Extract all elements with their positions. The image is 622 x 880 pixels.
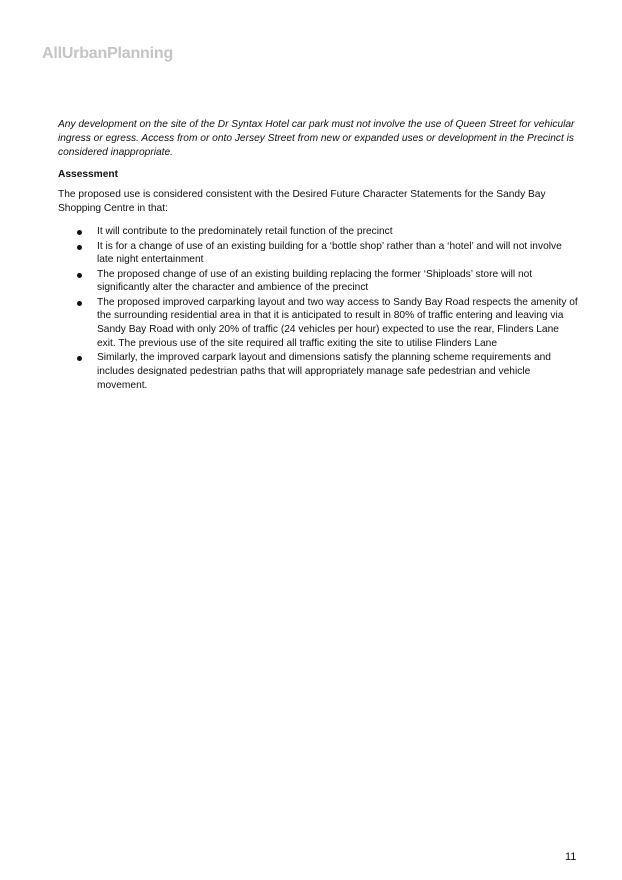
bullet-dot-icon [77, 245, 82, 250]
bullet-text: It will contribute to the predominately retail function of the precinct [97, 226, 393, 238]
bullet-item [58, 296, 580, 352]
company-logo [42, 45, 173, 63]
bullet-text: Similarly, the improved carpark layout and dimensions satisfy the planning scheme requirements and includes designated pedestrian paths that will appropriately manage safe pedestrian and vehicle movement. [97, 352, 551, 392]
bullet-dot-icon [77, 301, 82, 306]
bullet-text: The proposed improved carparking layout and two way access to Sandy Bay Road respects the amenity of the surrounding residential area in that it is anticipated to result in 80% of traffic entering and leaving via Sandy Bay Road with only 20% of traffic (24 vehicles per hour) expected to use the rear, Flinders Lane exit. The previous use of the site required all traffic exiting the site to utilise Flinders Lane [97, 296, 578, 350]
bullet-item [58, 351, 580, 393]
bullet-item [58, 240, 580, 268]
quoted-planning-statement: Any development on the site of the Dr Syntax Hotel car park must not involve the use of Queen Street for vehicular ingress or egress. Access from or onto Jersey Street from new or expanded uses or development in the Precinct is considered inappropriate. [58, 119, 575, 158]
assessment-intro: The proposed use is considered consistent with the Desired Future Character Statements for the Sandy Bay Shopping Centre in that: [58, 188, 546, 214]
section-heading-assessment: Assessment [58, 168, 119, 180]
bullet-text: The proposed change of use of an existing building replacing the former ‘Shiploads’ store will not significantly alter the character and ambience of the precinct [97, 268, 533, 294]
bullet-dot-icon [77, 273, 82, 278]
bullet-dot-icon [77, 230, 82, 235]
assessment-bullet-list [58, 225, 580, 393]
bullet-item [58, 225, 580, 239]
bullet-item [58, 268, 580, 296]
logo-text: AllUrbanPlanning [42, 45, 174, 62]
bullet-dot-icon [77, 356, 82, 361]
bullet-text: It is for a change of use of an existing building for a ‘bottle shop’ rather than a ‘hotel’ and will not involve late night entertainment [97, 240, 562, 266]
page-body [58, 118, 580, 393]
page-number: 11 [565, 851, 577, 863]
